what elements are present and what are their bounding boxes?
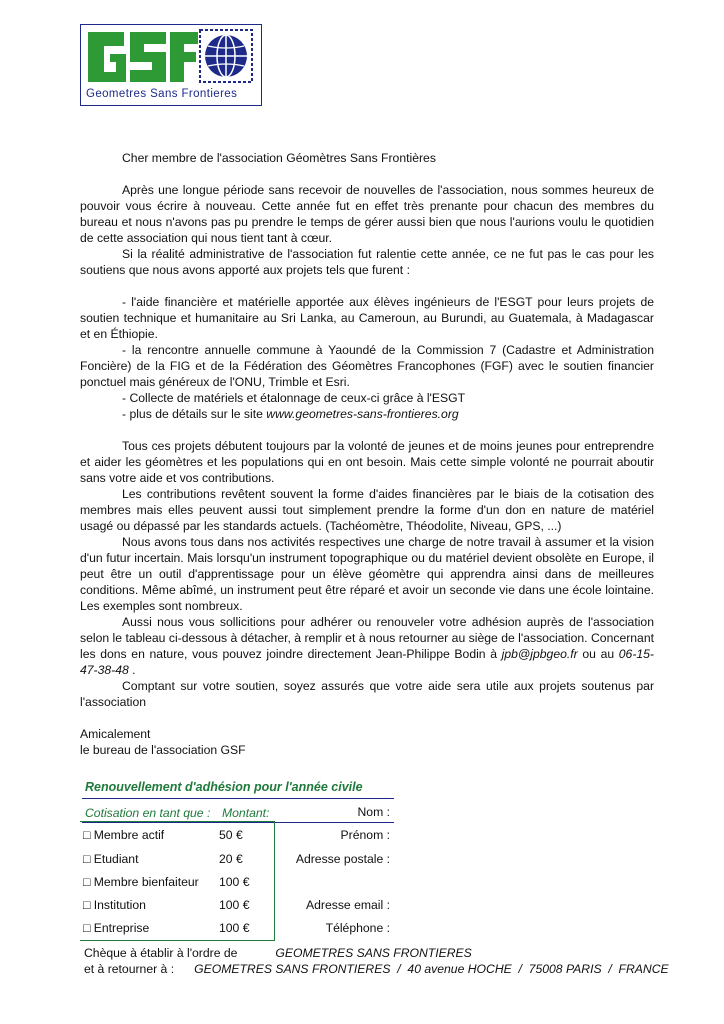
- gsf-logo: [80, 24, 262, 106]
- cotisation-header: Cotisation en tant que :: [85, 806, 211, 820]
- form-title: Renouvellement d'adhésion pour l'année civile: [85, 780, 363, 794]
- closing-line-1: Amicalement: [80, 727, 151, 741]
- paragraph-6-end: .: [128, 663, 136, 677]
- amount-entreprise: 100 €: [219, 921, 250, 935]
- form-row: [80, 852, 660, 870]
- field-prenom[interactable]: Prénom :: [340, 828, 390, 842]
- paragraph-6: [80, 614, 654, 678]
- amount-membre-actif: 50 €: [219, 828, 243, 842]
- list-item-3: - Collecte de matériels et étalonnage de ceux-ci grâce à l'ESGT: [122, 391, 466, 405]
- paragraph-7: Comptant sur votre soutien, soyez assurés que votre aide sera utile aux projets soutenus par l'association: [80, 679, 654, 709]
- website-link[interactable]: www.geometres-sans-frontieres.org: [266, 407, 459, 421]
- option-etudiant[interactable]: □ Etudiant: [83, 852, 139, 866]
- option-institution[interactable]: □ Institution: [83, 898, 146, 912]
- cheque-label: Chèque à établir à l'ordre de: [84, 946, 238, 960]
- paragraph-4: Les contributions revêtent souvent la forme d'aides financières par le biais de la cotisation des membres mais elles peuvent aussi tout simplement prendre la forme d'un don en nature de matériel usagé ou dépassé par les standards actuels. (Tachéomètre, Théodolite, Niveau, GPS, ...): [80, 487, 654, 533]
- amount-institution: 100 €: [219, 898, 250, 912]
- field-telephone[interactable]: Téléphone :: [325, 921, 390, 935]
- cheque-payee: GEOMETRES SANS FRONTIERES: [275, 946, 472, 960]
- letter-body: [80, 150, 654, 758]
- paragraph-6-mid: ou au: [577, 647, 619, 661]
- field-adresse-postale[interactable]: Adresse postale :: [295, 852, 390, 866]
- phone-number: 06-15-47-38-48: [80, 647, 654, 677]
- form-row: [80, 898, 660, 916]
- field-adresse-email[interactable]: Adresse email :: [306, 898, 390, 912]
- return-address: GEOMETRES SANS FRONTIERES / 40 avenue HOCHE / 75008 PARIS / FRANCE: [194, 962, 669, 976]
- field-nom[interactable]: Nom :: [357, 805, 390, 819]
- option-membre-bienfaiteur[interactable]: □ Membre bienfaiteur: [83, 875, 199, 889]
- form-row: [80, 828, 660, 846]
- paragraph-1: Après une longue période sans recevoir de nouvelles de l'association, nous sommes heureux de pouvoir vous écrire à nouveau. Cette année fut en effet très prenante pour chacun des membres du bureau et nous n'avons pas pu prendre le temps de gérer aussi bien que nous l'aurions voulu le quotidien de cette association qui nous tient tant à cœur.: [80, 183, 654, 245]
- list-item-2: - la rencontre annuelle commune à Yaoundé de la Commission 7 (Cadastre et Administration Foncière) de la FIG et de la Fédération des Géomètres Francophones (FGF) avec le soutien financier ponctuel mais généreux de l'ONU, Trimble et Esri.: [80, 343, 654, 389]
- list-item-4: [80, 406, 654, 422]
- payment-instructions: [84, 945, 669, 977]
- form-row: [80, 921, 660, 939]
- title-underline: [82, 798, 394, 799]
- list-item-4-text: - plus de détails sur le site: [122, 407, 267, 421]
- salutation: Cher membre de l'association Géomètres Sans Frontières: [122, 151, 436, 165]
- form-row-field-nom: [80, 805, 660, 823]
- list-item-1: - l'aide financière et matérielle apportée aux élèves ingénieurs de l'ESGT pour leurs projets de soutien technique et humanitaire au Sri Lanka, au Cameroun, au Burundi, au Guatemala, à Madagascar et en Éthiopie.: [80, 295, 654, 341]
- paragraph-5: Nous avons tous dans nos activités respectives une charge de notre travail à assumer et la vision d'un futur incertain. Mais lorsqu'un instrument topographique ou du matériel devient obsolète en Europe, il peut être un outil d'apprentissage pour un élève géomètre qui apprendra ainsi dans de meilleures conditions. Même abîmé, un instrument peut être réparé et avoir un seconde vie dans une école lointaine. Les exemples sont nombreux.: [80, 535, 654, 613]
- amount-membre-bienfaiteur: 100 €: [219, 875, 250, 889]
- paragraph-2: Si la réalité administrative de l'association fut ralentie cette année, ce ne fut pas le cas pour les soutiens que nous avons apporté aux projets tels que furent :: [80, 247, 654, 277]
- footer-line-2: [84, 961, 669, 977]
- paragraph-3: Tous ces projets débutent toujours par la volonté de jeunes et de moins jeunes pour entreprendre et aider les géomètres et les populations qui en ont besoin. Mais cette simple volonté ne pourrait aboutir sans votre aide et vos contributions.: [80, 439, 654, 485]
- closing-line-2: le bureau de l'association GSF: [80, 743, 246, 757]
- form-row: [80, 875, 660, 893]
- logo-text: Geometres Sans Frontieres: [86, 88, 238, 100]
- amount-etudiant: 20 €: [219, 852, 243, 866]
- return-label: et à retourner à :: [84, 962, 175, 976]
- footer-line-1: [84, 945, 669, 961]
- montant-header: Montant:: [222, 806, 270, 820]
- paragraph-6-text: Aussi nous vous sollicitions pour adhérer ou renouveler votre adhésion auprès de l'association selon le tableau ci-dessous à détacher, à remplir et à nous retourner au siège de l'association. Concernant les dons en nature, vous pouvez joindre directement Jean-Philippe Bodin à: [80, 615, 654, 661]
- option-entreprise[interactable]: □ Entreprise: [83, 921, 150, 935]
- email-link[interactable]: jpb@jpbgeo.fr: [501, 647, 578, 661]
- option-membre-actif[interactable]: □ Membre actif: [83, 828, 165, 842]
